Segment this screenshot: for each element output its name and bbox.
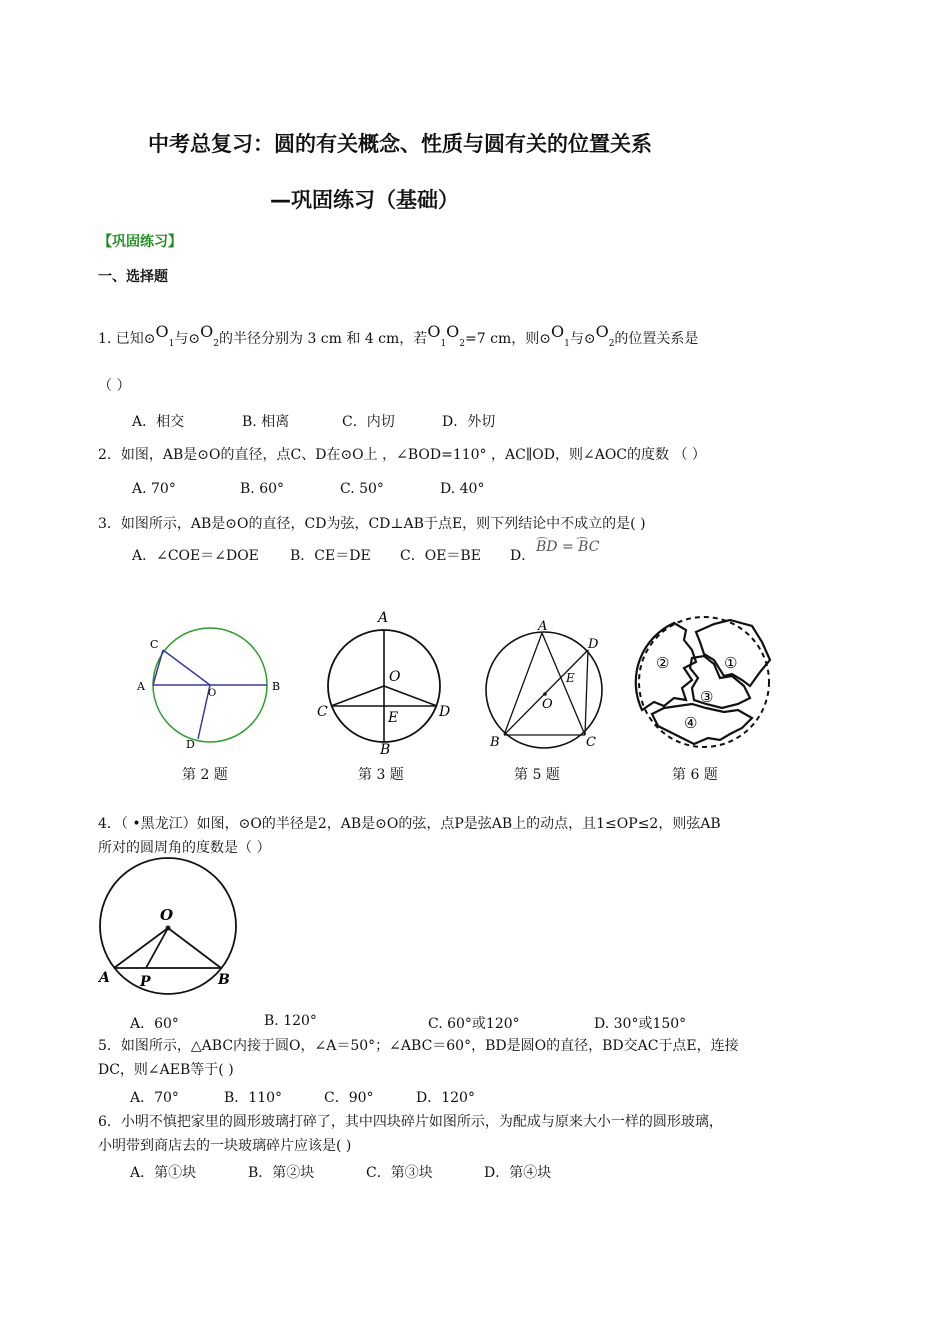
fig5-label-o: O <box>542 697 553 712</box>
q4-option-c: C. 60°或120° <box>428 1016 520 1032</box>
fig5-label-d: D <box>588 637 599 652</box>
fig5-diameter-bd <box>504 650 588 735</box>
q1-text: 1. 已知$⊙O_1$与$⊙O_2$的半径分别为 3 cm 和 4 cm，若$O_1O_2=7$ cm，则$⊙O_1$与$⊙O_2$的位置关系是 <box>98 322 699 349</box>
fig5-chord-dc <box>585 650 588 735</box>
q3-option-c: C．OE＝BE <box>400 548 481 564</box>
fig6-label-4: ④ <box>684 714 698 732</box>
q3-text: 3．如图所示，AB是⊙O的直径，CD为弦，CD⊥AB于点E，则下列结论中不成立的是( ) <box>98 516 646 532</box>
q6-option-d: D．第④块 <box>484 1165 552 1181</box>
fig6-piece-3 <box>690 656 750 708</box>
fig6-outline-circle <box>639 617 769 747</box>
figure-q4 <box>94 856 244 996</box>
fig5-label-b: B <box>490 735 500 750</box>
fig2-chord-ac <box>153 650 163 685</box>
fig4-label-b: B <box>218 972 230 988</box>
fig4-label-p: P <box>140 974 151 990</box>
page-title-line2: —巩固练习（基础） <box>270 188 459 212</box>
fig3-radius-od <box>384 686 437 706</box>
fig4-center-point <box>166 926 171 931</box>
figure-q2 <box>130 620 290 750</box>
q5-option-a: A．70° <box>130 1090 179 1106</box>
q2-option-a: A. 70° <box>132 481 176 497</box>
q6-option-b: B．第②块 <box>248 1165 315 1181</box>
q1-option-a: A．相交 <box>132 414 185 430</box>
fig4-label-a: A <box>99 970 110 986</box>
caption-fig2: 第 2 题 <box>182 767 228 783</box>
fig3-label-d: D <box>439 704 451 720</box>
q5-option-c: C．90° <box>324 1090 374 1106</box>
figure-q5 <box>480 618 610 753</box>
q4-option-d: D. 30°或150° <box>594 1016 687 1032</box>
fig3-label-a: A <box>378 610 389 626</box>
q3-option-b: B．CE＝DE <box>290 548 371 564</box>
q5-text-line1: 5．如图所示，△ABC内接于圆O，∠A＝50°；∠ABC＝60°，BD是圆O的直径，BD交AC于点E，连接 <box>98 1038 739 1054</box>
figure-q3 <box>312 606 462 756</box>
q4-option-b: B. 120° <box>264 1013 317 1029</box>
page-title-line1: 中考总复习：圆的有关概念、性质与圆有关的位置关系 <box>148 132 652 156</box>
q2-option-b: B. 60° <box>240 481 285 497</box>
fig5-side-ab <box>504 633 542 735</box>
q1-option-d: D．外切 <box>442 414 496 430</box>
fig5-center-point <box>543 692 547 696</box>
fig2-radius-oc <box>163 650 210 685</box>
fig3-radius-oc <box>331 686 384 706</box>
fig4-label-o: O <box>160 906 174 924</box>
fig5-label-a: A <box>538 619 548 634</box>
section-heading: 一、选择题 <box>98 269 168 285</box>
fig6-label-2: ② <box>656 654 670 672</box>
fig3-label-o: O <box>389 669 401 685</box>
q6-option-a: A．第①块 <box>130 1165 197 1181</box>
q6-option-c: C．第③块 <box>366 1165 433 1181</box>
q4-option-a: A．60° <box>130 1016 179 1032</box>
caption-fig5: 第 5 题 <box>514 767 560 783</box>
q2-text: 2．如图，AB是⊙O的直径，点C、D在⊙O上 ，∠BOD=110° ，AC∥OD，则∠AOC的度数 （ ） <box>98 447 706 463</box>
q2-option-d: D. 40° <box>440 481 485 497</box>
q3-option-d: D． <box>510 548 536 564</box>
q1-option-c: C．内切 <box>342 414 395 430</box>
q1-option-b: B. 相离 <box>242 414 290 430</box>
fig3-label-b: B <box>380 742 391 756</box>
fig4-radius-ob <box>168 928 221 968</box>
fig4-segment-op <box>146 928 168 968</box>
q4-text-line1: 4．（ •黑龙江）如图，⊙O的半径是2，AB是⊙O的弦，点P是弦AB上的动点，且1≤OP≤2，则弦AB <box>98 816 721 832</box>
q3-option-d-formula: BD = BC <box>536 539 600 555</box>
fig2-label-d: D <box>186 738 195 750</box>
q2-option-c: C. 50° <box>340 481 384 497</box>
section-tag: 【巩固练习】 <box>98 234 182 250</box>
fig5-label-c: C <box>586 735 596 750</box>
caption-fig3: 第 3 题 <box>358 767 404 783</box>
fig3-label-e: E <box>388 710 399 726</box>
fig6-label-1: ① <box>724 654 738 672</box>
q6-text-line1: 6．小明不慎把家里的圆形玻璃打碎了，其中四块碎片如图所示，为配成与原来大小一样的圆形玻璃， <box>98 1114 723 1130</box>
q4-text-line2: 所对的圆周角的度数是（ ） <box>98 840 271 856</box>
fig2-label-o: O <box>208 688 217 699</box>
q5-text-line2: DC，则∠AEB等于( ) <box>98 1062 234 1078</box>
q1-answer-paren: （ ） <box>98 378 131 394</box>
fig4-radius-oa <box>114 928 168 968</box>
fig2-label-b: B <box>272 680 281 693</box>
q5-option-b: B．110° <box>224 1090 283 1106</box>
figure-q6 <box>634 610 784 755</box>
q5-option-d: D．120° <box>416 1090 475 1106</box>
fig3-label-c: C <box>317 704 328 720</box>
q3-option-a: A．∠COE＝∠DOE <box>132 548 259 564</box>
fig2-label-c: C <box>150 638 159 651</box>
fig5-label-e: E <box>566 671 575 685</box>
q6-text-line2: 小明带到商店去的一块玻璃碎片应该是( ) <box>98 1138 352 1154</box>
fig6-label-3: ③ <box>700 688 714 706</box>
caption-fig6: 第 6 题 <box>672 767 718 783</box>
fig5-side-ac <box>542 633 585 735</box>
fig2-label-a: A <box>137 680 145 693</box>
